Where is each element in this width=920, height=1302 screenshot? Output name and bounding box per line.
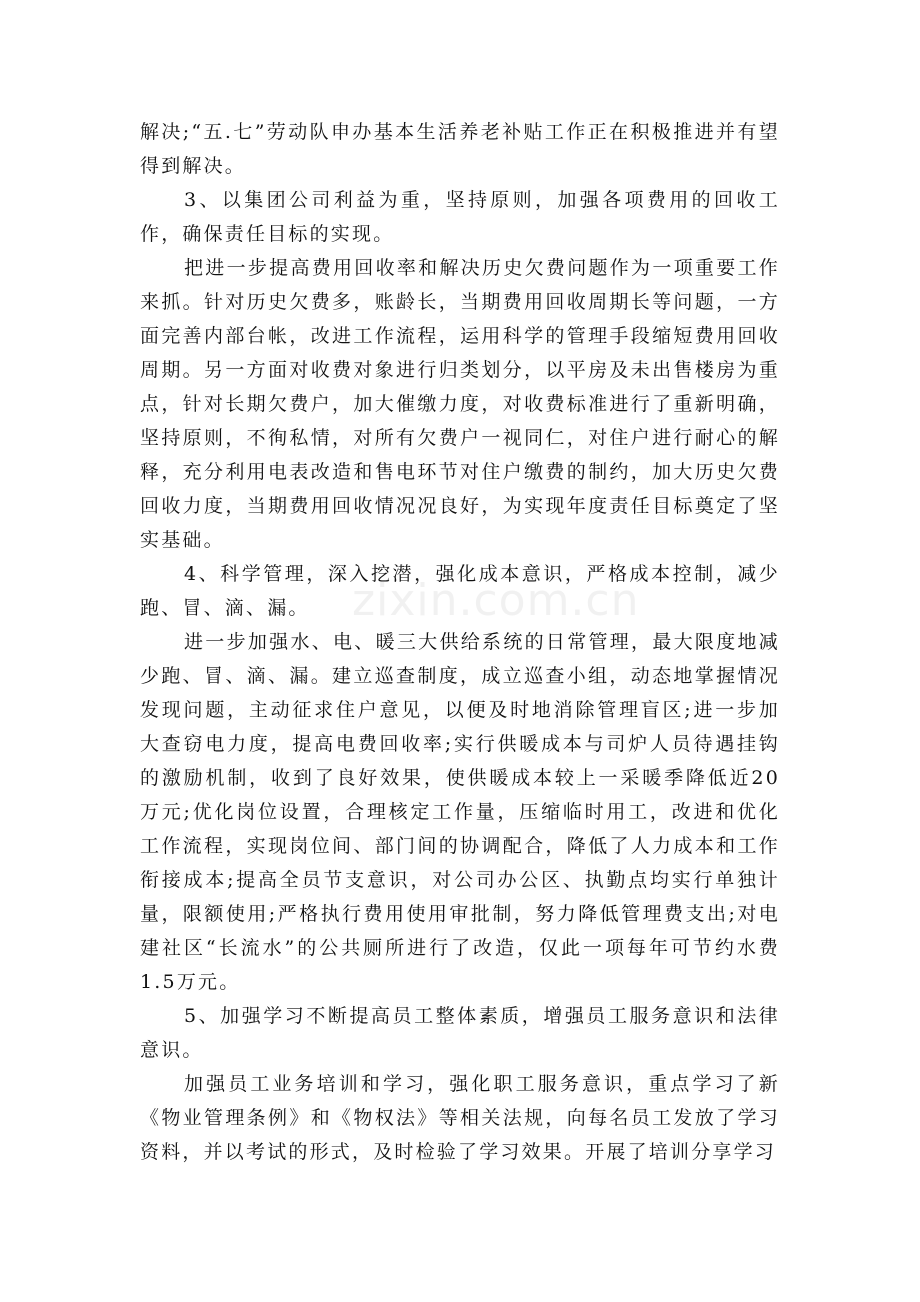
paragraph-1: 解决;“五.七”劳动队申办基本生活养老补贴工作正在积极推进并有望得到解决。 <box>140 121 780 177</box>
paragraph-4-heading: 4、科学管理，深入挖潜，强化成本意识，严格成本控制，减少跑、冒、滴、漏。 <box>140 563 780 619</box>
document-body <box>140 115 780 1169</box>
paragraph-6-heading: 5、加强学习不断提高员工整体素质，增强员工服务意识和法律意识。 <box>140 1005 780 1061</box>
paragraph-2-heading: 3、以集团公司利益为重，坚持原则，加强各项费用的回收工作，确保责任目标的实现。 <box>140 189 780 245</box>
paragraph-5: 进一步加强水、电、暖三大供给系统的日常管理，最大限度地减少跑、冒、滴、漏。建立巡查制度，成立巡查小组，动态地掌握情况发现问题，主动征求住户意见，以便及时地消除管理盲区;进一步加大查窃电力度，提高电费回收率;实行供暖成本与司炉人员待遇挂钩的激励机制，收到了良好效果，使供暖成本较上一采暖季降低近20万元;优化岗位设置，合理核定工作量，压缩临时用工，改进和优化工作流程，实现岗位间、部门间的协调配合，降低了人力成本和工作衔接成本;提高全员节支意识，对公司办公区、执勤点均实行单独计量，限额使用;严格执行费用使用审批制，努力降低管理费支出;对电建社区“长流水”的公共厕所进行了改造，仅此一项每年可节约水费1.5万元。 <box>140 631 780 993</box>
paragraph-7: 加强员工业务培训和学习，强化职工服务意识，重点学习了新《物业管理条例》和《物权法》等相关法规，向每名员工发放了学习资料，并以考试的形式，及时检验了学习效果。开展了培训分享学习 <box>140 1073 780 1163</box>
watermark: zixin.com.cn <box>352 575 640 626</box>
paragraph-3: 把进一步提高费用回收率和解决历史欠费问题作为一项重要工作来抓。针对历史欠费多，账龄长，当期费用回收周期长等问题，一方面完善内部台帐，改进工作流程，运用科学的管理手段缩短费用回收周期。另一方面对收费对象进行归类划分，以平房及未出售楼房为重点，针对长期欠费户，加大催缴力度，对收费标准进行了重新明确，坚持原则，不徇私情，对所有欠费户一视同仁，对住户进行耐心的解释，充分利用电表改造和售电环节对住户缴费的制约，加大历史欠费回收力度，当期费用回收情况况良好，为实现年度责任目标奠定了坚实基础。 <box>140 257 780 551</box>
